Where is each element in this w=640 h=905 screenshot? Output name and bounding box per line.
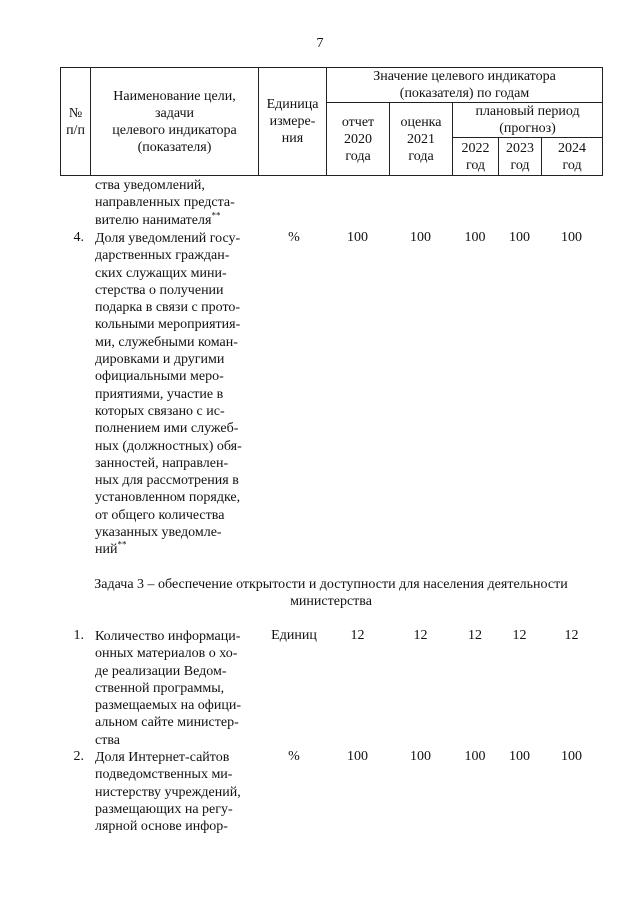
value-2024: 100: [561, 230, 582, 245]
value-2021: 100: [410, 230, 431, 245]
value-2020: 100: [347, 230, 368, 245]
footnote-mark: **: [117, 539, 127, 550]
value-2022: 100: [464, 749, 486, 764]
header-estimate-2021: оценка 2021 года: [390, 103, 453, 176]
indicator-name: ства уведомлений, направленных предста- вителю нанимателя**: [95, 178, 235, 228]
footnote-mark: **: [211, 209, 221, 220]
header-plan-period: плановый период (прогноз): [453, 103, 603, 138]
value-2021: 100: [410, 749, 431, 764]
unit-cell: Единиц: [271, 628, 317, 643]
value-2024: 100: [561, 749, 582, 764]
header-year-2024: 2024 год: [542, 138, 603, 176]
row-number: 4.: [73, 230, 84, 245]
value-2024: 12: [564, 628, 579, 643]
unit-cell: %: [288, 749, 300, 764]
header-value-group: Значение целевого индикатора (показателя) по годам: [327, 68, 603, 103]
row-number: 2.: [73, 749, 84, 764]
value-2023: 100: [509, 749, 530, 764]
value-2021: 12: [413, 628, 428, 643]
value-2020: 100: [347, 749, 368, 764]
header-num: № п/п: [61, 68, 91, 176]
value-2022: 100: [464, 230, 486, 245]
page-number: 7: [316, 36, 324, 51]
row-number: 1.: [73, 628, 84, 643]
value-2020: 12: [350, 628, 365, 643]
indicator-name: Количество информаци- онных материалов о хо- де реализации Ведом- ственной программы, размещаемых на офици- альном сайте министер- ства: [95, 629, 242, 748]
header-report-2020: отчет 2020 года: [327, 103, 390, 176]
header-year-2023: 2023 год: [499, 138, 542, 176]
value-2023: 12: [512, 628, 527, 643]
indicator-name: Доля уведомлений госу- дарственных граждан- ских служащих мини- стерства о получении подарка в связи с прото- кольными мероприятия- ми, служебными коман- дировками и другими официальными меро- приятиями, участие в которых связано с ис- полнением ими служеб- ных (должностных) обя- занностей, направлен- ных для рассмотрения в установленном порядке, от общего количества указанных уведомле- ний**: [95, 231, 242, 558]
header-unit: Единица измере- ния: [259, 68, 327, 176]
value-2023: 100: [509, 230, 530, 245]
header-name: Наименование цели, задачи целевого индикатора (показателя): [91, 68, 259, 176]
indicator-name: Доля Интернет-сайтов подведомственных ми- нистерству учреждений, размещающих на регу- лярной основе инфор-: [95, 750, 241, 835]
header-year-2022: 2022 год: [453, 138, 499, 176]
task-heading: Задача 3 – обеспечение открытости и доступности для населения деятельности министерства: [94, 577, 568, 609]
indicator-table-header: [60, 67, 602, 174]
value-2022: 12: [468, 628, 482, 643]
unit-cell: %: [288, 230, 300, 245]
